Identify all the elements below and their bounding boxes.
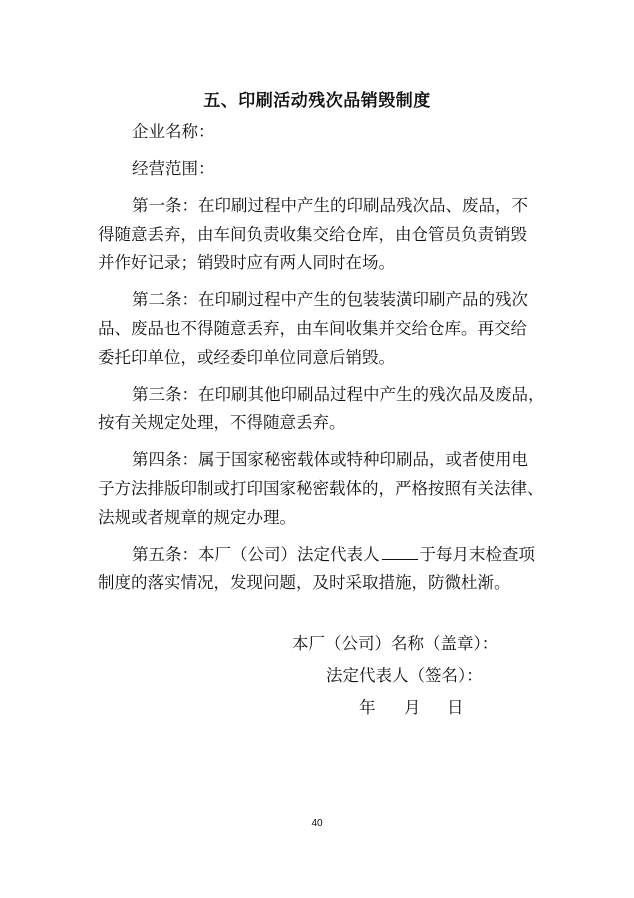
document-body: [98, 118, 546, 606]
page-number: 40: [311, 818, 323, 829]
article-line: 法规或者规章的规定办理。: [98, 507, 296, 527]
article-3: [98, 381, 546, 438]
business-scope-field: 经营范围：: [132, 159, 215, 179]
company-name-field: 企业名称：: [132, 122, 215, 141]
article-line: [98, 541, 546, 570]
article-line: 第二条：在印刷过程中产生的包装装潢印刷产品的残次: [132, 290, 528, 310]
article-5-text-end: 于每月末检查项: [419, 544, 535, 564]
article-2: [98, 286, 546, 372]
article-5: [98, 541, 546, 598]
article-1: [98, 192, 546, 278]
document-title: 五、印刷活动残次品销毁制度: [203, 91, 431, 111]
article-line: 制度的落实情况，发现问题，及时采取措施，防微杜渐。: [98, 573, 511, 593]
date-day: 日: [447, 698, 464, 717]
article-line: 得随意丢弃，由车间负责收集交给仓库，由仓管员负责销毁: [98, 224, 527, 244]
date-month: 月: [404, 698, 421, 717]
article-line: 按有关规定处理，不得随意丢弃。: [98, 413, 346, 433]
article-line: 委托印单位，或经委印单位同意后销毁。: [98, 347, 395, 367]
representative-signature-line: 法定代表人（签名）：: [326, 666, 483, 685]
date-year: 年: [359, 698, 376, 717]
article-line: 第三条：在印刷其他印刷品过程中产生的残次品及废品，: [132, 384, 545, 404]
representative-name-blank: [382, 545, 418, 560]
article-line: 第四条：属于国家秘密载体或特种印刷品，或者使用电: [132, 450, 528, 470]
article-line: 品、废品也不得随意丢弃，由车间收集并交给仓库。再交给: [98, 319, 527, 339]
article-4: [98, 446, 546, 532]
article-line: 第一条：在印刷过程中产生的印刷品残次品、废品，不: [132, 196, 528, 216]
article-5-text-start: 第五条：本厂（公司）法定代表人: [132, 544, 380, 564]
factory-seal-line: 本厂（公司）名称（盖章）：: [292, 634, 499, 653]
article-line: 子方法排版印制或打印国家秘密载体的，严格按照有关法律、: [98, 479, 544, 499]
article-line: 并作好记录；销毁时应有两人同时在场。: [98, 253, 395, 273]
